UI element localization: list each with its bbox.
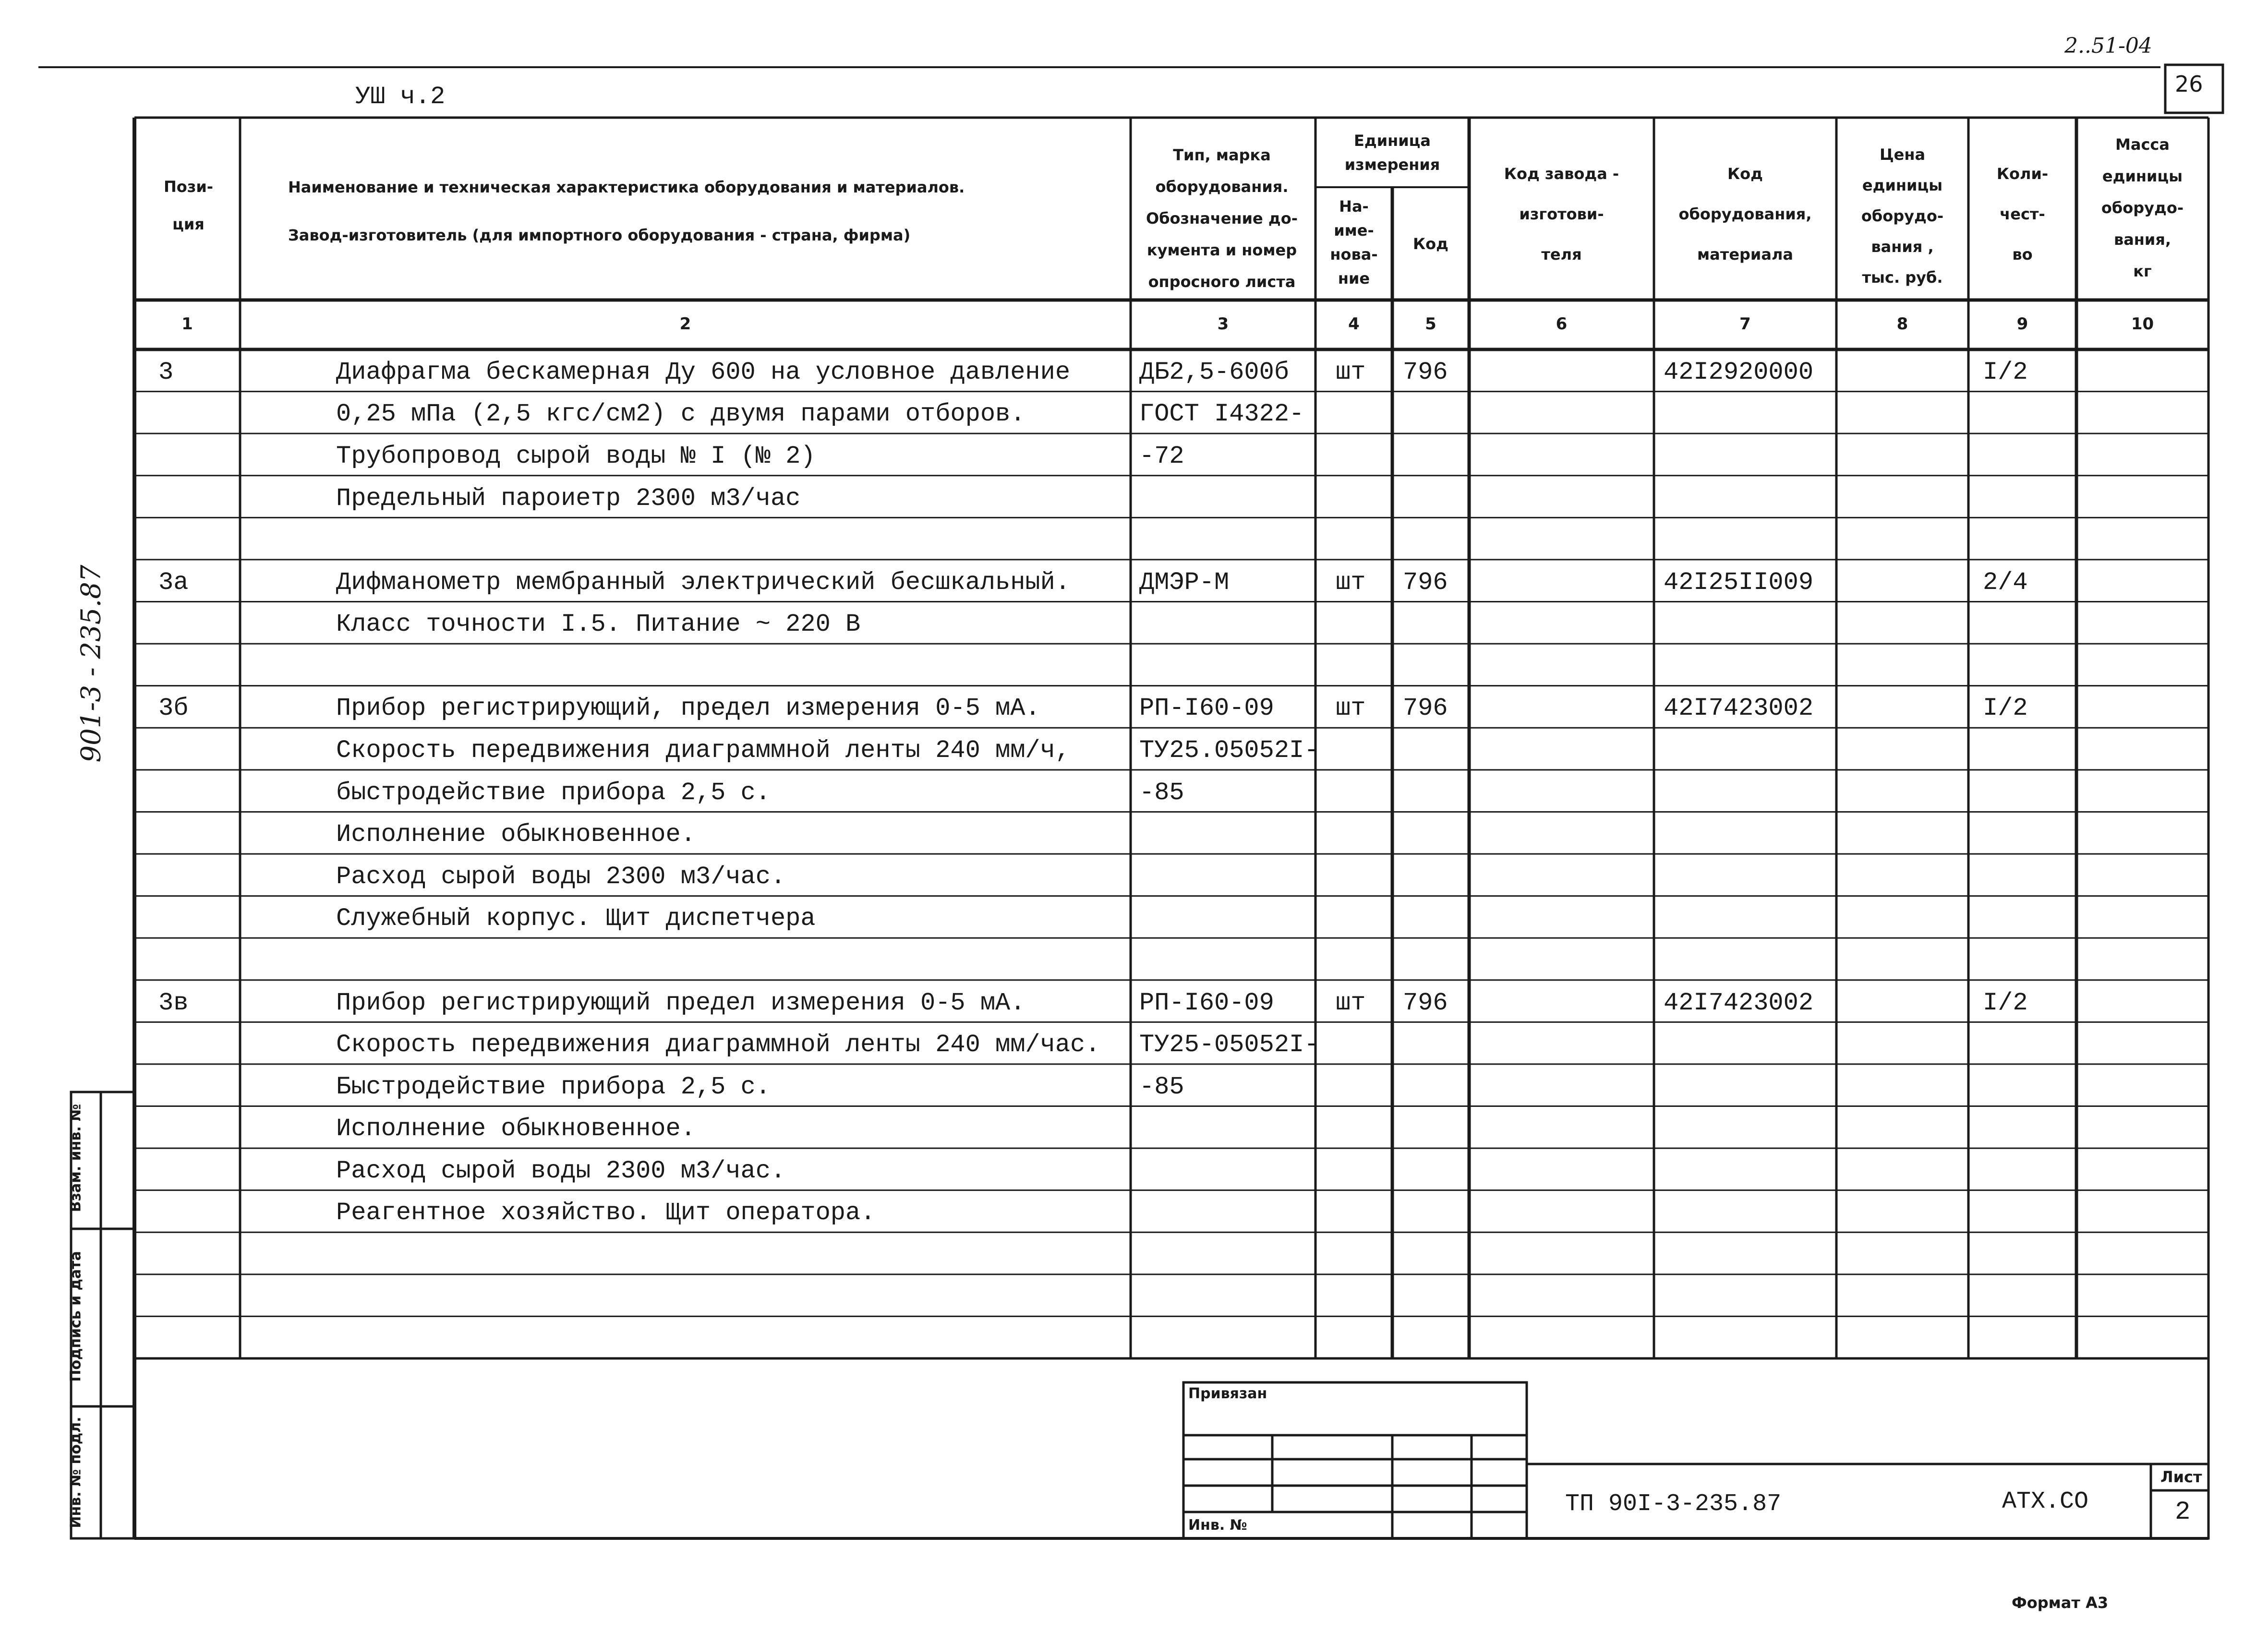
row-type-mark: ГОСТ I4322- (1139, 400, 1304, 429)
side-code: 901-3 - 235.87 (75, 564, 107, 763)
row-equipment-code: 42I25II009 (1664, 568, 1814, 597)
col-header-name: Наименование и техническая характеристика оборудования и материалов. Завод-изготовитель (для импортного оборудования - страна, фирма) (288, 178, 965, 244)
col-header-type: Тип, марка оборудования. Обозначение до- кумента и номер опросного листа (1146, 146, 1298, 291)
row-quantity: I/2 (1983, 358, 2028, 386)
col-header-unit-name: На- име- нова- ние (1330, 197, 1378, 288)
row-type-mark: РП-I60-09 (1139, 694, 1274, 723)
column-number: 8 (1896, 314, 1908, 334)
row-quantity: I/2 (1983, 694, 2028, 723)
page-badge: 26 (2175, 71, 2203, 97)
column-number: 9 (2016, 314, 2028, 334)
row-unit-code: 796 (1403, 988, 1448, 1017)
column-number: 10 (2131, 314, 2154, 334)
row-description: Исполнение обыкновенное. (336, 1115, 696, 1143)
col-header-mass: Масса единицы оборудо- вания, кг (2101, 135, 2184, 280)
corner-note: 2..51-04 (2064, 34, 2152, 58)
row-quantity: I/2 (1983, 988, 2028, 1017)
row-description: Исполнение обыкновенное. (336, 820, 696, 849)
row-unit-name: шт (1336, 694, 1366, 723)
col-header-factory-code: Код завода - изготови- теля (1504, 165, 1619, 264)
column-number: 1 (181, 314, 193, 334)
stamp-original-inv: Инв. № подл. (67, 1416, 84, 1528)
col-header-equipment-code: Код оборудования, материала (1678, 165, 1812, 264)
row-description: Скорость передвижения диаграммной ленты 240 мм/час. (336, 1031, 1100, 1059)
bound-label: Привязан (1188, 1385, 1267, 1402)
row-description: Предельный пароиетр 2300 м3/час (336, 484, 801, 513)
row-position: 3в (158, 988, 189, 1017)
format-note: Формат А3 (2012, 1594, 2109, 1612)
row-position: 3а (158, 568, 189, 597)
doc-code: ТП 90I-3-235.87 (1565, 1490, 1782, 1518)
row-description: Расход сырой воды 2300 м3/час. (336, 1156, 786, 1185)
row-equipment-code: 42I2920000 (1664, 358, 1814, 386)
header-note: УШ ч.2 (355, 83, 446, 111)
col-header-quantity: Коли- чест- во (1996, 165, 2049, 264)
col-header-unit-code: Код (1413, 235, 1448, 253)
row-description: Дифманометр мембранный электрический бесшкальный. (336, 568, 1071, 597)
row-description: Быстродействие прибора 2,5 с. (336, 1072, 771, 1101)
row-equipment-code: 42I7423002 (1664, 988, 1814, 1017)
inv-label: Инв. № (1188, 1517, 1247, 1534)
row-unit-code: 796 (1403, 358, 1448, 386)
row-unit-name: шт (1336, 988, 1366, 1017)
column-number: 7 (1739, 314, 1751, 334)
stamp-replace-inv: Взам. инв. № (67, 1104, 84, 1212)
col-header-unit-group: Единица измерения (1344, 132, 1440, 174)
row-description: Расход сырой воды 2300 м3/час. (336, 862, 786, 891)
stamp-signature-date: Подпись и дата (67, 1251, 84, 1382)
row-unit-code: 796 (1403, 568, 1448, 597)
column-number: 2 (679, 314, 691, 334)
row-type-mark: -72 (1139, 442, 1184, 470)
row-quantity: 2/4 (1983, 568, 2028, 597)
column-number: 5 (1425, 314, 1436, 334)
row-type-mark: ДБ2,5-600б (1139, 358, 1290, 386)
row-type-mark: РП-I60-09 (1139, 988, 1274, 1017)
row-type-mark: ТУ25.05052I- (1139, 736, 1319, 765)
row-unit-name: шт (1336, 358, 1366, 386)
row-description: Реагентное хозяйство. Щит оператора. (336, 1199, 876, 1227)
row-description: Служебный корпус. Щит диспетчера (336, 904, 816, 933)
column-number: 6 (1556, 314, 1568, 334)
row-description: Трубопровод сырой воды № I (№ 2) (336, 442, 816, 470)
row-description: Прибор регистрирующий предел измерения 0-5 мА. (336, 988, 1025, 1017)
col-header-position: Пози- ция (163, 178, 214, 233)
row-unit-name: шт (1336, 568, 1366, 597)
row-description: Диафрагма бескамерная Ду 600 на условное давление (336, 358, 1071, 386)
row-description: быстродействие прибора 2,5 с. (336, 778, 771, 807)
row-type-mark: ДМЭР-М (1139, 568, 1230, 597)
doc-mark: АТХ.СО (2002, 1488, 2089, 1515)
row-position: 3б (158, 694, 189, 723)
row-equipment-code: 42I7423002 (1664, 694, 1814, 723)
col-header-price: Цена единицы оборудо- вания , тыс. руб. (1861, 145, 1944, 287)
sheet-label: Лист (2160, 1468, 2202, 1486)
row-description: 0,25 мПа (2,5 кгс/см2) с двумя парами отборов. (336, 400, 1025, 429)
row-description: Скорость передвижения диаграммной ленты 240 мм/ч, (336, 736, 1071, 765)
row-unit-code: 796 (1403, 694, 1448, 723)
column-number: 4 (1348, 314, 1360, 334)
row-position: 3 (158, 358, 174, 386)
row-type-mark: -85 (1139, 778, 1184, 807)
row-type-mark: ТУ25-05052I- (1139, 1031, 1319, 1059)
row-description: Класс точности I.5. Питание ~ 220 В (336, 610, 861, 639)
row-description: Прибор регистрирующий, предел измерения 0-5 мА. (336, 694, 1040, 723)
row-type-mark: -85 (1139, 1072, 1184, 1101)
column-number: 3 (1217, 314, 1229, 334)
sheet-number: 2 (2175, 1498, 2191, 1527)
